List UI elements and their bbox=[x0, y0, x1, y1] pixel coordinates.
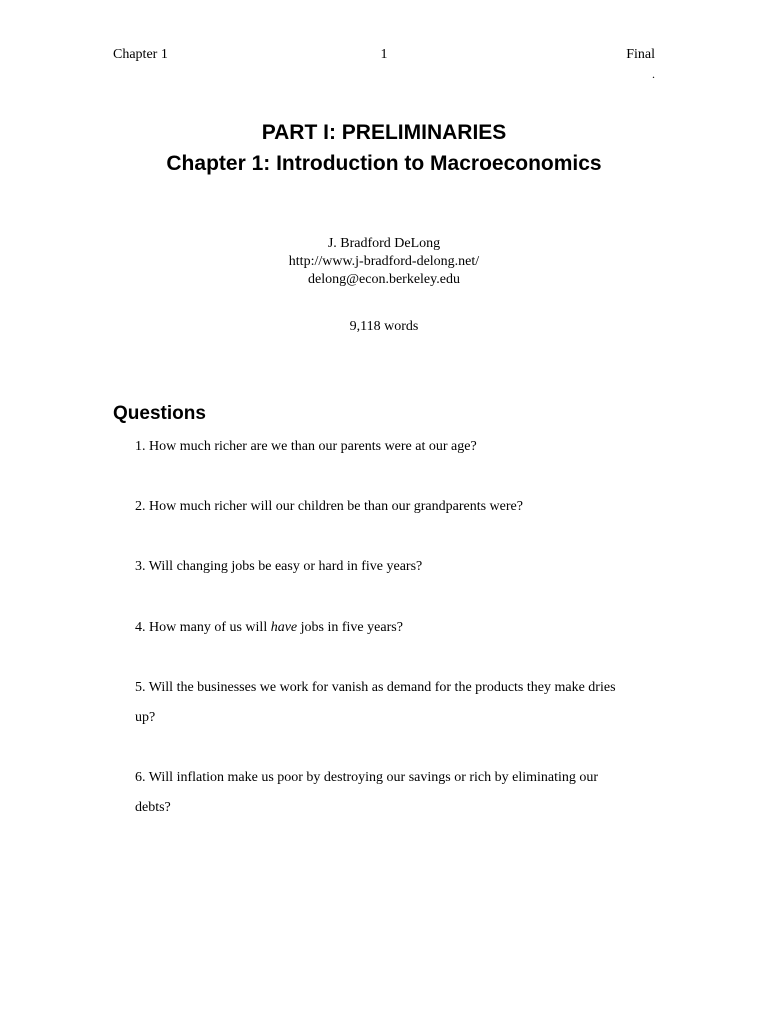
questions-heading: Questions bbox=[113, 403, 206, 424]
question-text-before: 4. How many of us will bbox=[135, 620, 271, 635]
header-page-number: 1 bbox=[380, 47, 388, 62]
title-block bbox=[0, 117, 768, 179]
page-header bbox=[113, 47, 655, 81]
header-chapter-label: Chapter 1 bbox=[113, 47, 168, 62]
part-title: PART I: PRELIMINARIES bbox=[261, 121, 507, 144]
header-status-label: Final bbox=[626, 47, 655, 62]
question-emphasis: have bbox=[270, 620, 298, 635]
question-item: 6. Will inflation make us poor by destroying our savings or rich by eliminating our debts? bbox=[135, 770, 599, 815]
header-dot: . bbox=[652, 67, 655, 81]
question-item: 3. Will changing jobs be easy or hard in five years? bbox=[135, 559, 423, 574]
question-item: 1. How much richer are we than our parents were at our age? bbox=[135, 439, 477, 454]
question-item: 2. How much richer will our children be than our grandparents were? bbox=[135, 499, 523, 514]
question-item bbox=[135, 613, 635, 643]
question-text-after: jobs in five years? bbox=[297, 620, 403, 635]
author-email: delong@econ.berkeley.edu bbox=[308, 272, 460, 287]
question-item: 5. Will the businesses we work for vanish as demand for the products they make dries up? bbox=[135, 680, 616, 725]
author-block bbox=[0, 235, 768, 289]
chapter-title: Chapter 1: Introduction to Macroeconomics bbox=[166, 152, 602, 175]
author-url: http://www.j-bradford-delong.net/ bbox=[288, 254, 480, 269]
word-count: 9,118 words bbox=[349, 319, 419, 334]
author-name: J. Bradford DeLong bbox=[327, 236, 441, 251]
